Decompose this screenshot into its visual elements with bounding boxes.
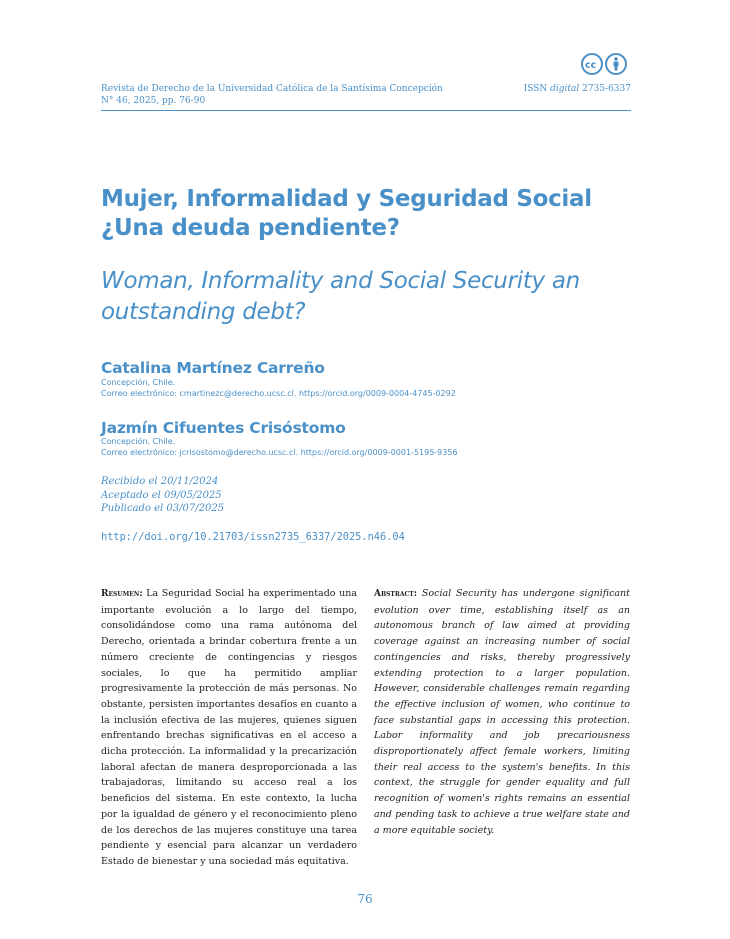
abstract-label: Abstract: (374, 589, 418, 599)
title-es-line2: ¿Una deuda pendiente? (101, 215, 400, 241)
published-date: Publicado el 03/07/2025 (101, 503, 225, 514)
page-number: 76 (357, 892, 373, 906)
author-location: Concepción, Chile. (101, 437, 176, 446)
article-title-spanish (101, 185, 641, 243)
journal-name: Revista de Derecho de la Universidad Católica de la Santísima Concepción (101, 84, 443, 94)
accepted-date: Aceptado el 09/05/2025 (101, 490, 222, 501)
title-es-line1: Mujer, Informalidad y Seguridad Social (101, 186, 592, 212)
license-badge[interactable] (581, 53, 627, 75)
attribution-icon (605, 53, 627, 75)
author-name: Catalina Martínez Carreño (101, 359, 325, 377)
author-location: Concepción, Chile. (101, 378, 176, 387)
journal-issue: N° 46, 2025, pp. 76-90 (101, 96, 206, 106)
title-en-line2: outstanding debt? (101, 299, 306, 325)
abstract-spanish (101, 586, 357, 870)
creative-commons-icon (581, 53, 603, 75)
issn-type: digital (550, 84, 580, 94)
author-contact[interactable]: Correo electrónico: jcrisostomo@derecho.ucsc.cl. https://orcid.org/0009-0001-5195-9356 (101, 448, 458, 457)
article-title-english (101, 266, 661, 328)
doi-link[interactable]: http://doi.org/10.21703/issn2735_6337/2025.n46.04 (101, 531, 405, 543)
header-divider (101, 110, 631, 111)
author-name: Jazmín Cifuentes Crisóstomo (101, 419, 346, 437)
svg-text:cc: cc (585, 60, 597, 69)
abstract-text: La Seguridad Social ha experimentado una importante evolución a lo largo del tiempo, consolidándose como una rama autónoma del Derecho, orientada a brindar cobertura frente a un número creciente de contingencias y riesgos sociales, lo que ha permitido ampliar progresivamente la protección de más personas. No obstante, persisten importantes desafíos en cuanto a la inclusión efectiva de las mujeres, quienes siguen enfrentando brechas significativas en el acceso a dicha protección. La informalidad y la precarización laboral afectan de manera desproporcionada a las trabajadoras, limitando su acceso real a los beneficios del sistema. En este contexto, la lucha por la igualdad de género y el reconocimiento pleno de los derechos de las mujeres constituye una tarea pendiente y esencial para alcanzar un verdadero Estado de bienestar y una sociedad más equitativa. (101, 588, 357, 867)
abstract-text: Social Security has undergone significant evolution over time, establishing itself as an autonomous branch of law aimed at providing coverage against an increasing number of social contingencies and risks, thereby progressively extending protection to a larger population. However, considerable challenges remain regarding the effective inclusion of women, who continue to face substantial gaps in accessing this protection. Labor informality and job precariousness disproportionately affect female workers, limiting their real access to the system's benefits. In this context, the struggle for gender equality and full recognition of women's rights remains an essential and pending task to achieve a true welfare state and a more equitable society. (374, 588, 630, 836)
title-en-line1: Woman, Informality and Social Security an (101, 268, 580, 294)
received-date: Recibido el 20/11/2024 (101, 476, 219, 487)
issn-number: 2735-6337 (582, 84, 631, 94)
abstract-english (374, 586, 630, 838)
abstract-label: Resumen: (101, 589, 143, 599)
issn-label: ISSN (523, 84, 548, 94)
author-contact[interactable]: Correo electrónico: cmartinezc@derecho.ucsc.cl. https://orcid.org/0009-0004-4745-0292 (101, 389, 456, 398)
issn (524, 84, 631, 94)
